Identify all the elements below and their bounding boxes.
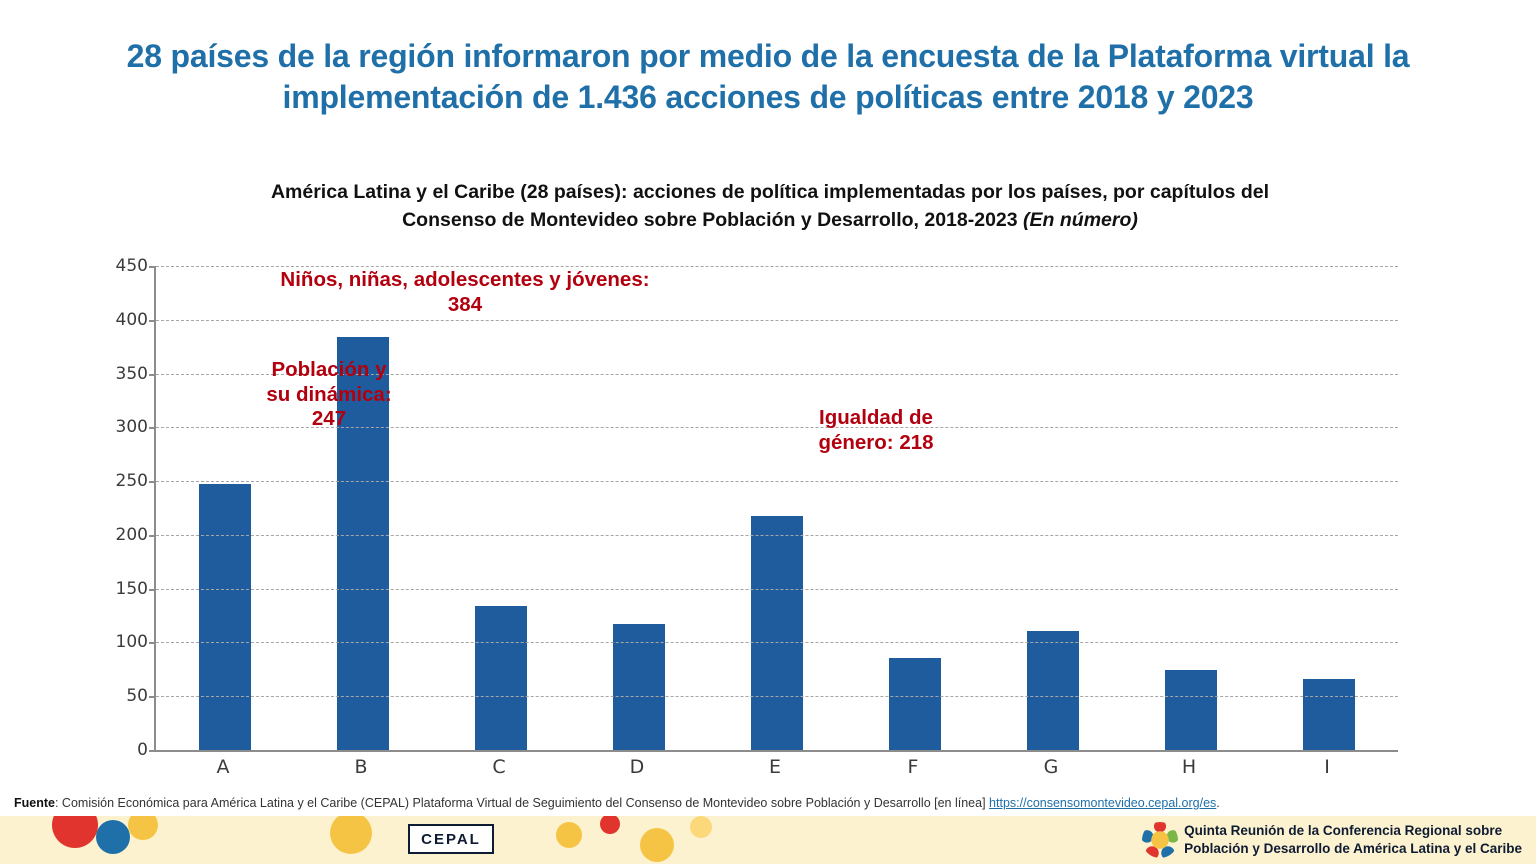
axis-tick xyxy=(149,481,156,483)
bar-I[interactable] xyxy=(1303,679,1355,750)
conference-emblem-icon xyxy=(1142,822,1178,858)
y-axis-tick-label: 400 xyxy=(115,309,148,330)
x-axis-tick-label: A xyxy=(216,756,230,778)
axis-tick xyxy=(149,642,156,644)
deco-circle-blue xyxy=(96,820,130,854)
source-text: : Comisión Económica para América Latina y el Caribe (CEPAL) Plataforma Virtual de Seguimiento del Consenso de Montevideo sobre Población y Desarrollo [en línea] xyxy=(54,796,990,810)
x-axis-tick-label: D xyxy=(629,756,645,778)
gridline xyxy=(156,535,1398,536)
bar-G[interactable] xyxy=(1027,631,1079,750)
annotation-igualdad: Igualdad de género: 218 xyxy=(818,406,934,454)
deco-circle-yellow-4 xyxy=(640,828,674,862)
y-axis-tick-label: 250 xyxy=(115,471,148,492)
bar-slot xyxy=(1122,266,1260,750)
plot-area xyxy=(154,266,1398,752)
x-axis-tick-label: F xyxy=(907,756,919,778)
footer-bar xyxy=(0,816,1536,864)
bar-slot xyxy=(984,266,1122,750)
gridline xyxy=(156,266,1398,267)
gridline xyxy=(156,696,1398,697)
x-axis-tick-label: H xyxy=(1181,756,1197,778)
bars-container xyxy=(156,266,1398,750)
y-axis-tick-label: 300 xyxy=(115,417,148,438)
conference-line-2: Población y Desarrollo de América Latina y el Caribe xyxy=(1184,841,1522,857)
x-axis-tick-label: B xyxy=(354,756,368,778)
axis-tick xyxy=(149,535,156,537)
y-axis-tick-label: 200 xyxy=(115,524,148,545)
annotation-ninos: Niños, niñas, adolescentes y jóvenes: 384 xyxy=(280,268,650,316)
x-axis-tick-label: I xyxy=(1324,756,1330,778)
x-axis-labels xyxy=(154,756,1396,778)
annotation-poblacion: Población y su dinámica: 247 xyxy=(266,358,392,431)
chart-title-units: (En número) xyxy=(1023,209,1138,232)
deco-circle-red-2 xyxy=(600,816,620,834)
source-note xyxy=(14,796,1524,810)
axis-tick xyxy=(149,374,156,376)
gridline xyxy=(156,642,1398,643)
y-axis-tick-label: 450 xyxy=(115,256,148,276)
y-axis-labels xyxy=(96,258,148,758)
deco-circle-yellow xyxy=(128,816,158,840)
axis-tick xyxy=(149,427,156,429)
gridline xyxy=(156,589,1398,590)
bar-C[interactable] xyxy=(475,606,527,750)
bar-A[interactable] xyxy=(199,484,251,750)
y-axis-tick-label: 100 xyxy=(115,632,148,653)
bar-chart xyxy=(96,258,1416,788)
source-label: Fuente xyxy=(14,796,55,810)
deco-circle-yellow-2 xyxy=(330,816,372,854)
bar-slot xyxy=(570,266,708,750)
bar-slot xyxy=(156,266,294,750)
bar-F[interactable] xyxy=(889,658,941,750)
bar-E[interactable] xyxy=(751,516,803,750)
x-axis-tick-label: G xyxy=(1043,756,1059,778)
bar-slot xyxy=(708,266,846,750)
axis-tick xyxy=(149,696,156,698)
y-axis-tick-label: 350 xyxy=(115,363,148,384)
gridline xyxy=(156,481,1398,482)
source-link[interactable]: https://consensomontevideo.cepal.org/es xyxy=(989,796,1217,810)
deco-circle-red xyxy=(52,816,98,848)
x-axis-tick-label: C xyxy=(492,756,506,778)
chart-title-line1: América Latina y el Caribe (28 países): acciones de política implementadas por los países, por capítulos del xyxy=(270,181,1270,203)
source-end: . xyxy=(1216,796,1220,810)
page-title: 28 países de la región informaron por medio de la encuesta de la Plataforma virtual la implementación de 1.436 acciones de políticas entre 2018 y 2023 xyxy=(126,38,1410,115)
axis-tick xyxy=(149,750,156,752)
y-axis-tick-label: 0 xyxy=(137,740,148,760)
bar-slot xyxy=(432,266,570,750)
conference-line-1: Quinta Reunión de la Conferencia Regional sobre xyxy=(1184,823,1503,838)
axis-tick xyxy=(149,320,156,322)
x-axis-tick-label: E xyxy=(768,756,781,778)
y-axis-tick-label: 50 xyxy=(126,686,148,707)
deco-circle-yellow-5 xyxy=(690,816,712,838)
deco-circle-yellow-3 xyxy=(556,822,582,848)
chart-title-line2: Consenso de Montevideo sobre Población y Desarrollo, 2018-2023 xyxy=(402,209,1024,232)
bar-slot xyxy=(294,266,432,750)
axis-tick xyxy=(149,266,156,268)
bar-H[interactable] xyxy=(1165,670,1217,750)
y-axis-tick-label: 150 xyxy=(115,578,148,599)
chart-title xyxy=(110,178,1430,235)
bar-slot xyxy=(1260,266,1398,750)
bar-slot xyxy=(846,266,984,750)
gridline xyxy=(156,320,1398,321)
conference-title xyxy=(1184,822,1522,858)
cepal-logo: CEPAL xyxy=(408,824,494,854)
axis-tick xyxy=(149,589,156,591)
